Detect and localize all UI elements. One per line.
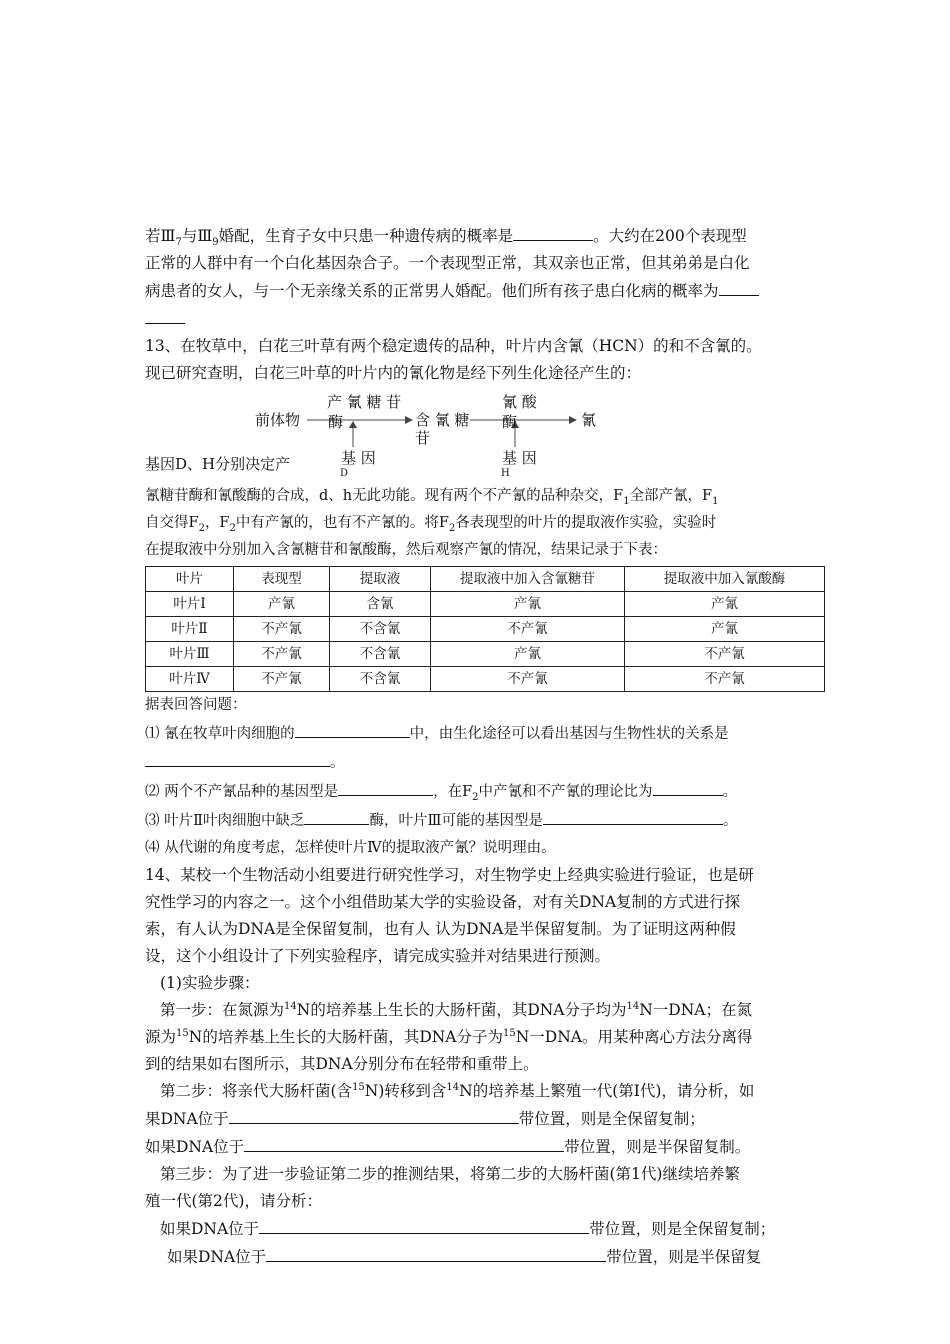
step2-line-1: 第二步：将亲代大肠杆菌(含$^{15}$N)转移到含$^{14}$N的培养基上繁殖一代(第Ⅰ代)，请分析，如	[160, 1081, 755, 1100]
table-cell: 叶片Ⅲ	[146, 642, 234, 667]
table-cell: 不产氰	[234, 642, 330, 667]
step3-line-4: 如果DNA位于 带位置，则是半保留复	[145, 1243, 810, 1271]
answer-blank[interactable]	[266, 1243, 606, 1262]
intermediate-label: 含 氰 糖	[415, 411, 470, 429]
gene-d-label: 基 因	[341, 449, 376, 467]
table-cell: 产氰	[625, 592, 825, 617]
answer-blank[interactable]	[244, 1133, 564, 1152]
answer-blank[interactable]	[145, 305, 185, 324]
step1-line-2: 源为$^{15}$N的培养基上生长的大肠杆菌，其DNA分子为$^{15}$N一DNA。用某种离心方法分离得	[145, 1027, 753, 1046]
enzyme1-label: 产 氰 糖 苷	[327, 393, 402, 411]
q13-line-1: 13、在牧草中，白花三叶草有两个稳定遗传的品种，叶片内含氰（HCN）的和不含氰的。	[145, 337, 762, 355]
answer-intro: 据表回答问题：	[145, 697, 247, 713]
results-table	[145, 566, 825, 692]
biochemical-pathway-diagram	[145, 387, 810, 479]
gene-arrowhead-1	[349, 421, 357, 428]
q13-para-1: 基因D、H分别决定产	[145, 455, 291, 473]
answer-blank[interactable]	[295, 719, 410, 738]
steps-title: (1)实验步骤：	[160, 974, 260, 992]
table-cell: 不产氰	[625, 667, 825, 692]
answer-blank[interactable]	[229, 1105, 519, 1124]
gene-d-letter: D	[340, 468, 349, 479]
question-2: ⑵ 两个不产氰品种的基因型是 ，在$F_2$中产氰和不产氰的理论比为 。	[145, 777, 810, 806]
table-cell: 产氰	[625, 617, 825, 642]
enzyme1-label-cont: 酶	[328, 413, 344, 431]
table-cell: 不产氰	[234, 667, 330, 692]
question-3: ⑶ 叶片Ⅱ叶肉细胞中缺乏 酶，叶片Ⅲ可能的基因型是 。	[145, 806, 810, 835]
question-1: ⑴ 氰在牧草叶肉细胞的 中，由生化途径可以看出基因与生物性状的关系是	[145, 719, 810, 748]
answer-blank[interactable]	[304, 806, 369, 825]
step3-line-3: 如果DNA位于 带位置，则是全保留复制；	[145, 1215, 810, 1243]
q14-line-3: 索，有人认为DNA是全保留复制，也有人 认为DNA是半保留复制。为了证明这两种假	[145, 920, 736, 938]
enzyme2-label-cont: 酶	[502, 413, 518, 431]
q13-line-2: 现已研究查明，白花三叶草的叶片内的氰化物是经下列生化途径产生的：	[145, 364, 642, 382]
table-cell: 不含氰	[330, 617, 431, 642]
table-header-cell: 叶片	[146, 567, 234, 592]
table-cell: 不含氰	[330, 667, 431, 692]
question-1-cont: 。	[145, 748, 810, 777]
step1-line-1: 第一步：在氮源为$^{14}$N的培养基上生长的大肠杆菌，其DNA分子均为$^{14}$N一DNA；在氮	[160, 1000, 752, 1019]
step2-line-3: 如果DNA位于 带位置，则是半保留复制。	[145, 1133, 810, 1161]
arrowhead-1	[405, 416, 413, 424]
q13-para-4: 在提取液中分别加入含氰糖苷和氰酸酶，然后观察产氰的情况，结果记录于下表：	[145, 542, 667, 558]
q13-para-3: 自交得$F_2$，$F_2$中有产氰的，也有不产氰的。将$F_2$各表现型的叶片的提取液作实验，实验时	[145, 515, 717, 534]
table-cell: 叶片Ⅳ	[146, 667, 234, 692]
answer-blank[interactable]	[719, 277, 759, 296]
answer-blank[interactable]	[513, 222, 593, 241]
step1-line-3: 到的结果如右图所示，其DNA分别分布在轻带和重带上。	[145, 1055, 539, 1073]
table-cell: 产氰	[431, 592, 625, 617]
table-row	[146, 617, 825, 642]
table-cell: 不产氰	[431, 667, 625, 692]
table-cell: 不含氰	[330, 642, 431, 667]
intro-line-1: 若$Ⅲ_7$与$Ⅲ_9$婚配，生育子女中只患一种遗传病的概率是 。大约在200个表现型	[145, 222, 810, 250]
step3-line-1: 第三步：为了进一步验证第二步的推测结果，将第二步的大肠杆菌(第1代)继续培养繁	[160, 1165, 740, 1183]
table-header-cell: 提取液中加入含氰糖苷	[431, 567, 625, 592]
table-row	[146, 642, 825, 667]
q13-para-2: 氰糖苷酶和氰酸酶的合成，d、h无此功能。现有两个不产氰的品种杂交，$F_1$全部产氰，$F_1$	[145, 488, 719, 507]
table-row	[146, 592, 825, 617]
intermediate-label-cont: 苷	[415, 429, 431, 447]
table-cell: 不产氰	[625, 642, 825, 667]
table-header-row	[146, 567, 825, 592]
q14-line-4: 设，这个小组设计了下列实验程序，请完成实验并对结果进行预测。	[145, 947, 611, 965]
table-cell: 不产氰	[431, 617, 625, 642]
step2-line-2: 果DNA位于 带位置，则是全保留复制；	[145, 1105, 810, 1133]
table-cell: 产氰	[234, 592, 330, 617]
arrowhead-2	[569, 416, 577, 424]
step3-line-2: 殖一代(第2代)，请分析：	[145, 1192, 322, 1210]
product-label: 氰	[581, 411, 597, 429]
table-header-cell: 提取液	[330, 567, 431, 592]
q14-line-2: 究性学习的内容之一。这个小组借助某大学的实验设备，对有关DNA复制的方式进行探	[145, 893, 741, 911]
table-cell: 叶片Ⅱ	[146, 617, 234, 642]
table-row	[146, 667, 825, 692]
gene-h-label: 基 因	[502, 449, 537, 467]
table-cell: 不产氰	[234, 617, 330, 642]
table-header-cell: 表现型	[234, 567, 330, 592]
table-header-cell: 提取液中加入氰酸酶	[625, 567, 825, 592]
intro-line-2: 正常的人群中有一个白化基因杂合子。一个表现型正常，其双亲也正常，但其弟弟是白化	[145, 254, 750, 272]
answer-blank[interactable]	[338, 777, 433, 796]
answer-blank[interactable]	[259, 1215, 589, 1234]
q14-line-1: 14、某校一个生物活动小组要进行研究性学习，对生物学史上经典实验进行验证，也是研	[145, 866, 754, 884]
table-cell: 含氰	[330, 592, 431, 617]
intro-line-3: 病患者的女人，与一个无亲缘关系的正常男人婚配。他们所有孩子患白化病的概率为	[145, 277, 810, 305]
enzyme2-label: 氰 酸	[502, 393, 537, 411]
answer-blank[interactable]	[653, 777, 723, 796]
table-cell: 叶片Ⅰ	[146, 592, 234, 617]
precursor-label: 前体物	[255, 411, 301, 429]
table-cell: 产氰	[431, 642, 625, 667]
document-page	[145, 222, 810, 1271]
answer-blank[interactable]	[145, 748, 330, 767]
answer-blank[interactable]	[543, 806, 723, 825]
intro-line-4	[145, 305, 810, 333]
question-4: ⑷ 从代谢的角度考虑，怎样使叶片Ⅳ的提取液产氰？说明理由。	[145, 840, 556, 856]
gene-h-letter: H	[501, 468, 510, 479]
